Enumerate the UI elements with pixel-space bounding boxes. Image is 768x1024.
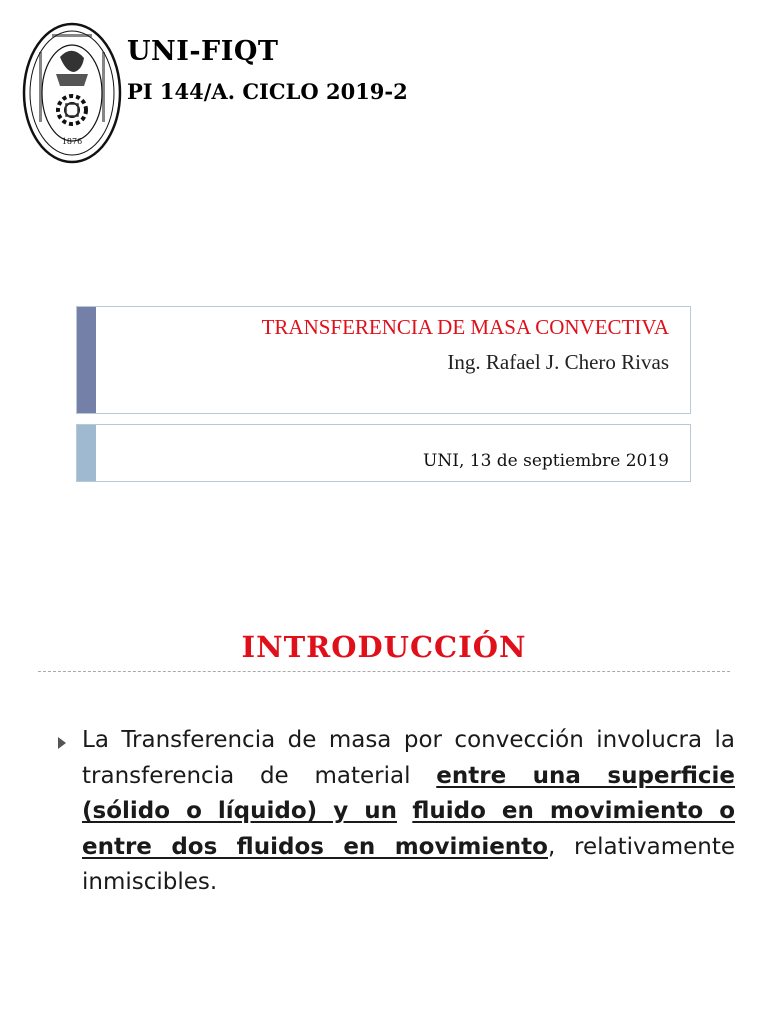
section-divider: [38, 671, 730, 672]
title-box-accent-bar: [77, 307, 96, 413]
date-box: [76, 424, 691, 482]
title-box: [76, 306, 691, 414]
section-title: INTRODUCCIÓN: [241, 630, 527, 664]
course-code: PI 144/A. CICLO 2019-2: [127, 79, 408, 104]
para-emphasis-1: entre una superficie (sólido o líquido) y un: [82, 762, 736, 824]
seal-year: 1876: [61, 137, 83, 146]
para-emphasis-2: fluido en movimiento o entre dos fluidos en movimiento: [82, 798, 736, 860]
presentation-title: TRANSFERENCIA DE MASA CONVECTIVA: [261, 315, 669, 339]
para-text: La Transferencia de masa por convección involucra la transferencia de material: [82, 727, 735, 789]
bullet-arrow-icon: [58, 737, 66, 749]
date-box-accent-bar: [77, 425, 96, 481]
intro-paragraph: [82, 723, 735, 901]
institution-title: UNI-FIQT: [127, 36, 279, 67]
author-name: Ing. Rafael J. Chero Rivas: [447, 350, 669, 374]
para-text-end: , relativamente inmiscibles.: [82, 833, 736, 895]
university-seal-logo: [22, 22, 122, 164]
presentation-date: UNI, 13 de septiembre 2019: [423, 451, 669, 471]
